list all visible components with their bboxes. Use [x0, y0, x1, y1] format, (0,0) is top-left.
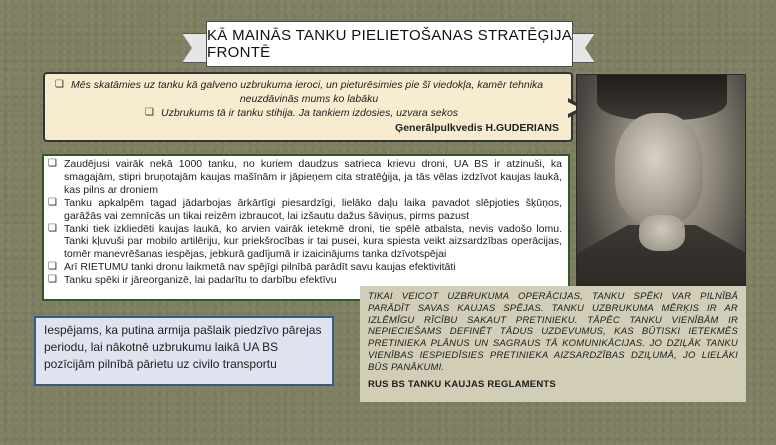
checkbox-icon: ❏ — [48, 261, 57, 273]
regulations-source: RUS BS TANKU KAUJAS REGLAMENTS — [368, 378, 556, 390]
checkbox-icon: ❏ — [48, 222, 57, 234]
list-item-text: Arī RIETUMU tanki dronu laikmetā nav spējīgi pilnībā parādīt savu kaujas efektivitāti — [64, 261, 456, 274]
list-item — [48, 158, 562, 197]
regulations-text: TIKAI VEICOT UZBRUKUMA OPERĀCIJAS, TANKU SPĒKI VAR PILNĪBĀ PARĀDĪT SAVAS KAUJAS SPĒJAS. TANKU UZBRUKUMA MĒRĶIS IR AR IZLĒMĪGU RĪCĪBU SAKAUT PRETINIEKU. TĀPĒC TANKU VIENĪBĀM IR NEPIECIEŠAMS DEFINĒT TĀDUS UZDEVUMUS, KAS BŪTISKI IETEKMĒS PRETINIEKA PLĀNUS UN SAGRAUS TĀ KOMUNIKĀCIJAS. JO DZIĻĀK TANKU VIENĪBAS IESPIEDĪSIES PRETINIEKA AIZSARDZĪBAS DZIĻUMĀ, JO LIELĀKI BŪS PANĀKUMI. — [368, 291, 738, 373]
list-item-text: Tanku spēki ir jāreorganizē, lai padarītu to darbību efektīvu — [64, 274, 337, 287]
quote-text-1: Mēs skatāmies uz tanku kā galveno uzbrukuma ieroci, un pieturēsimies pie šī viedokļa, kamēr tehnika — [71, 79, 544, 91]
checkbox-icon: ❏ — [48, 196, 57, 208]
list-item-text: Zaudējusi vairāk nekā 1000 tanku, no kuriem daudzus satrieca krievu droni, UA BS ir atzinuši, ka smagajām, stipri bruņotajām kaujas mašīnām ir jāpieņem cita stratēģija, ja tās vēlas izdzīvot kaujas laukā, kas pilns ar droniem — [64, 158, 562, 196]
quote-line-1 — [55, 78, 563, 92]
quote-text-2: neuzdāvinās mums ko labāku — [239, 93, 379, 105]
slide-title-text: KĀ MAINĀS TANKU PIELIETOŠANAS STRATĒĢIJA FRONTĒ — [207, 27, 572, 61]
note-box — [34, 316, 334, 386]
quote-text-3: Uzbrukums tā ir tanku stihija. Ja tankiem izdosies, uzvara sekos — [161, 107, 459, 119]
checkbox-icon: ❏ — [48, 274, 57, 286]
quote-line-3 — [55, 106, 563, 120]
portrait-face — [615, 113, 703, 225]
list-item — [48, 197, 562, 223]
list-item — [48, 223, 562, 262]
checkbox-icon: ❏ — [55, 79, 64, 90]
quote-line-2 — [55, 92, 563, 106]
checkbox-icon: ❏ — [48, 158, 57, 169]
quote-callout — [43, 72, 573, 142]
checkbox-icon: ❏ — [145, 107, 154, 118]
list-item-text: Tanku apkalpēm tagad jādarbojas ārkārtīgi piesardzīgi, lielāko daļu laika pavadot slēpjoties šķūņos, garāžās vai zemnīcās un tikai reizēm izbraucot, lai izšautu dažus šāviņus, pirms pazust — [64, 196, 562, 222]
slide-title — [206, 21, 573, 67]
regulations-box — [360, 286, 746, 402]
quote-author: Ģenerālpulkvedis H.GUDERIANS — [395, 122, 559, 134]
bullet-list — [42, 154, 570, 301]
list-item-text: Tanki tiek izkliedēti kaujas laukā, ko arvien vairāk ietekmē droni, tie spēlē atbalsta, nevis vadošo lomu. Tanki kļuvuši par mobilo artilēriju, kur priekšrocības ir tai pusei, kura spiesta veikt aizsardzības operācijas, tomēr manevrēšanas iespējas, jebkurā gadījumā ir izaicinājums tanka dzīvotspējai — [64, 222, 562, 261]
note-text: Iespējams, ka putina armija pašlaik piedzīvo pārejas periodu, lai nākotnē uzbrukumu laikā UA BS pozīcijām pilnībā pārietu uz civilo transportu — [44, 323, 322, 371]
list-item — [48, 261, 562, 274]
portrait-hand — [639, 215, 685, 251]
portrait-photo — [576, 74, 746, 316]
